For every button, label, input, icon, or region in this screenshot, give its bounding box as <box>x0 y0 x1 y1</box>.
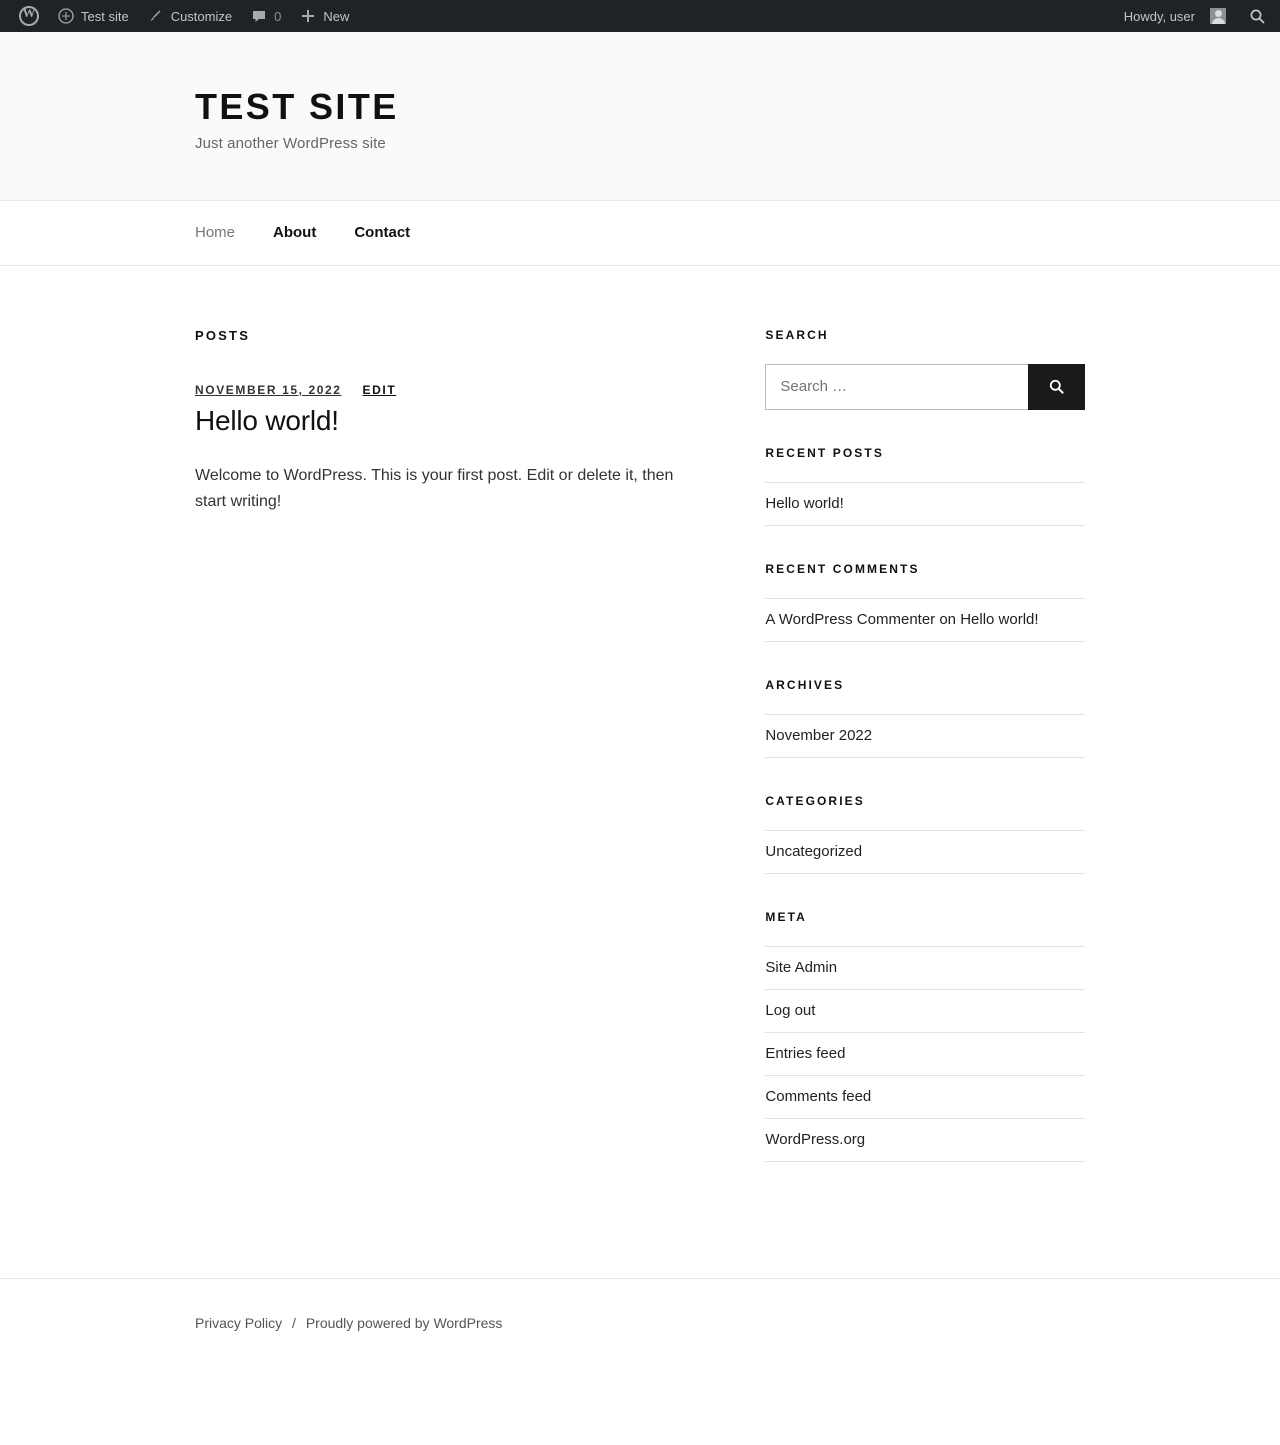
dashboard-house-icon <box>57 8 74 25</box>
posts-section-label: POSTS <box>195 327 251 343</box>
page-title[interactable]: TEST SITE <box>195 86 399 127</box>
paintbrush-icon <box>147 8 164 25</box>
meta-link-wordpress-org[interactable]: WordPress.org <box>765 1130 866 1148</box>
search-icon <box>1048 378 1065 395</box>
post-excerpt: Welcome to WordPress. This is your first post. Edit or delete it, then start writing! <box>195 466 674 510</box>
wordpress-credit-link[interactable]: Proudly powered by WordPress <box>305 1314 503 1331</box>
content-area <box>195 266 1085 1198</box>
widget-title-search: SEARCH <box>765 327 829 342</box>
list-item[interactable] <box>765 1033 1085 1076</box>
comment-post-link[interactable]: Hello world! <box>960 610 1039 628</box>
footer-separator: / <box>292 1314 296 1331</box>
nav-item-contact[interactable]: Contact <box>354 224 411 242</box>
meta-link-comments-feed[interactable]: Comments feed <box>765 1087 872 1105</box>
adminbar-comments[interactable] <box>241 0 290 32</box>
search-input[interactable] <box>765 364 1028 410</box>
widget-recent-comments <box>765 562 1085 642</box>
recent-post-link[interactable]: Hello world! <box>765 494 844 512</box>
widget-title-recent-posts: RECENT POSTS <box>765 445 884 460</box>
list-item[interactable] <box>765 482 1085 526</box>
list-item[interactable] <box>765 1076 1085 1119</box>
comment-author-link[interactable]: A WordPress Commenter <box>765 610 936 628</box>
widget-recent-posts <box>765 446 1085 526</box>
widget-title-categories: CATEGORIES <box>765 793 865 808</box>
meta-list <box>765 946 1085 1162</box>
post-edit-link[interactable]: EDIT <box>362 382 397 397</box>
sidebar <box>765 328 1085 1198</box>
widget-title-recent-comments: RECENT COMMENTS <box>765 561 920 576</box>
site-footer <box>0 1278 1280 1371</box>
plus-icon <box>299 8 316 25</box>
search-button[interactable] <box>1028 364 1085 410</box>
site-header <box>0 32 1280 201</box>
widget-meta <box>765 910 1085 1162</box>
comment-connector: on <box>935 610 961 628</box>
archive-link[interactable]: November 2022 <box>765 726 873 744</box>
recent-comments-list <box>765 598 1085 642</box>
adminbar-right-group <box>1115 0 1270 32</box>
meta-link-entries-feed[interactable]: Entries feed <box>765 1044 846 1062</box>
privacy-policy-link[interactable]: Privacy Policy <box>195 1314 283 1331</box>
adminbar-wp-logo[interactable] <box>10 0 48 32</box>
adminbar-new-label: New <box>323 8 350 24</box>
adminbar-customize-label: Customize <box>170 8 233 24</box>
categories-list <box>765 830 1085 874</box>
category-link[interactable]: Uncategorized <box>765 842 863 860</box>
post-title[interactable]: Hello world! <box>195 404 339 436</box>
nav-item-home[interactable]: Home <box>195 224 236 242</box>
site-description: Just another WordPress site <box>195 134 386 152</box>
widget-search <box>765 328 1085 410</box>
adminbar-comments-count: 0 <box>274 8 282 24</box>
adminbar-new[interactable] <box>290 0 358 32</box>
post-article <box>195 383 765 516</box>
search-icon[interactable] <box>1249 8 1266 25</box>
recent-posts-list <box>765 482 1085 526</box>
list-item[interactable] <box>765 598 1085 642</box>
widget-archives <box>765 678 1085 758</box>
post-date[interactable]: NOVEMBER 15, 2022 <box>195 382 342 397</box>
meta-link-site-admin[interactable]: Site Admin <box>765 958 838 976</box>
archives-list <box>765 714 1085 758</box>
list-item[interactable] <box>765 830 1085 874</box>
main-content <box>195 328 765 516</box>
wp-admin-bar <box>0 0 1280 32</box>
widget-title-meta: META <box>765 909 807 924</box>
meta-link-log-out[interactable]: Log out <box>765 1001 816 1019</box>
nav-item-about[interactable]: About <box>273 224 317 242</box>
widget-categories <box>765 794 1085 874</box>
list-item[interactable] <box>765 946 1085 990</box>
post-meta <box>195 383 765 397</box>
primary-navigation <box>0 201 1280 266</box>
list-item[interactable] <box>765 990 1085 1033</box>
list-item[interactable] <box>765 1119 1085 1162</box>
comment-bubble-icon <box>250 8 267 25</box>
adminbar-howdy-label: Howdy, user <box>1123 8 1195 24</box>
list-item[interactable] <box>765 714 1085 758</box>
wordpress-logo-icon <box>19 6 39 26</box>
avatar <box>1210 8 1226 24</box>
adminbar-my-account[interactable] <box>1115 0 1235 32</box>
adminbar-site-name[interactable] <box>48 0 138 32</box>
search-form <box>765 364 1085 410</box>
widget-title-archives: ARCHIVES <box>765 677 845 692</box>
adminbar-site-name-label: Test site <box>81 8 129 24</box>
adminbar-customize[interactable] <box>138 0 241 32</box>
